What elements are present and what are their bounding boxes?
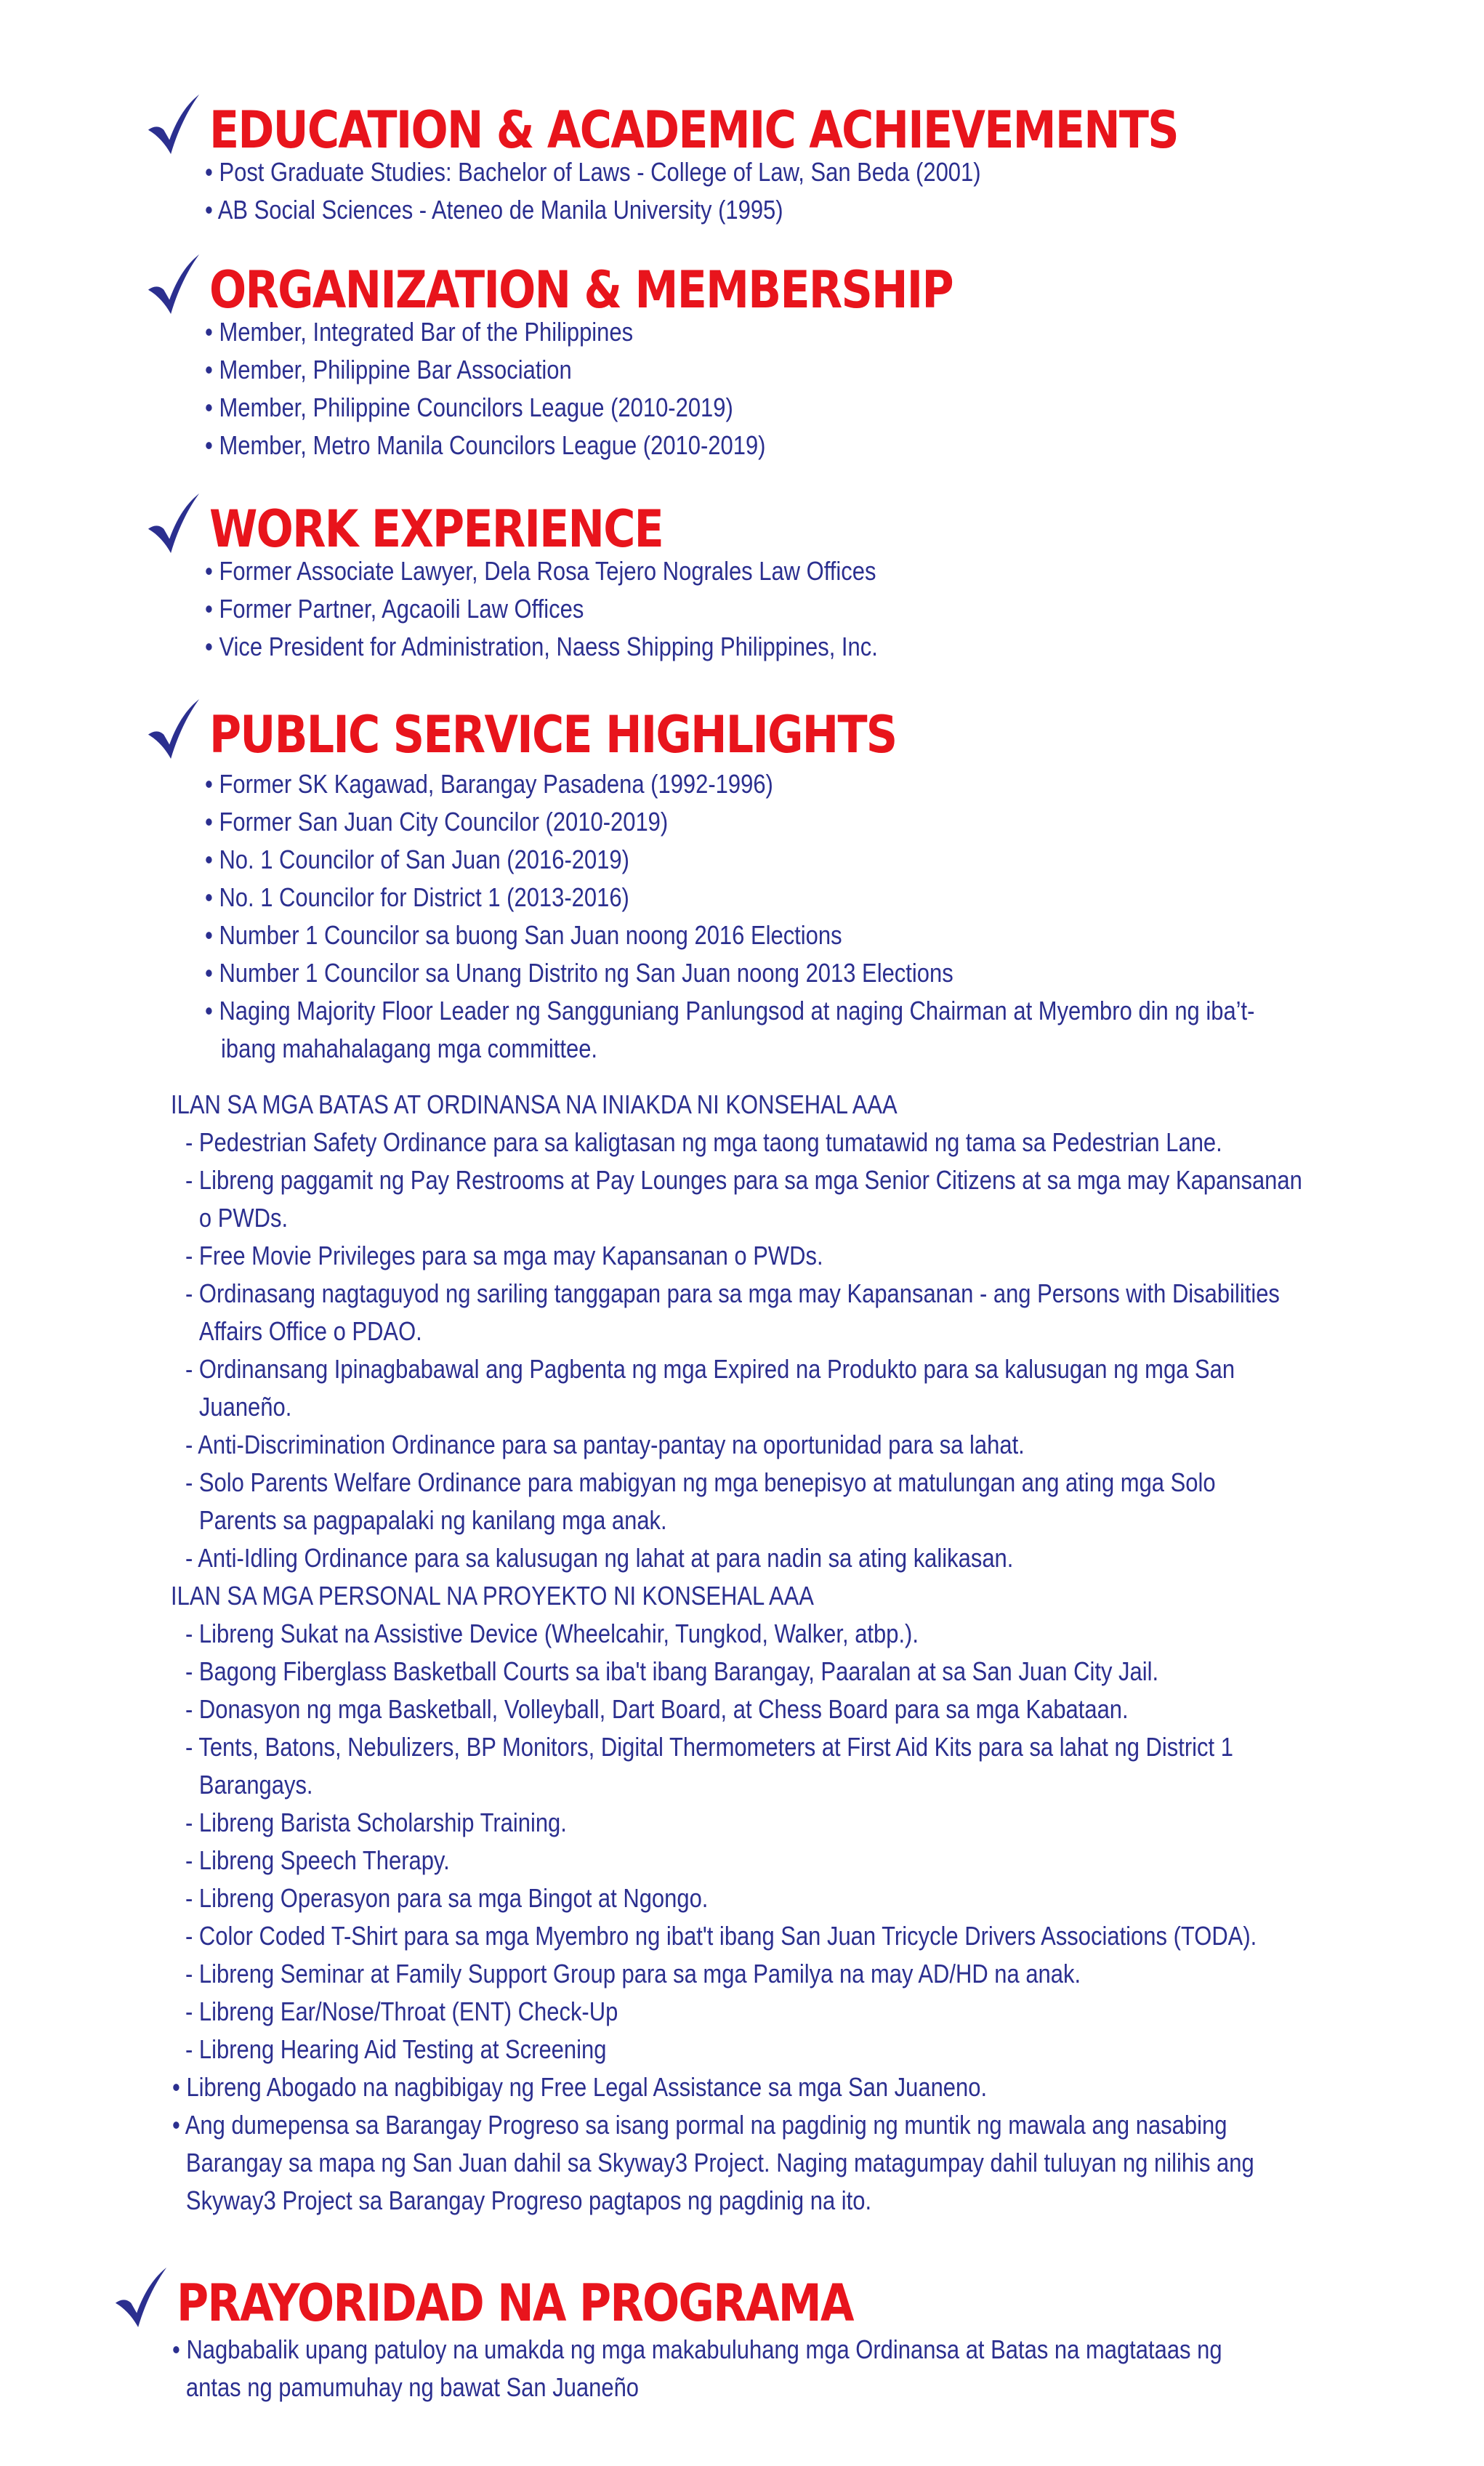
section-title: WORK EXPERIENCE	[209, 499, 664, 559]
checkmark-icon	[145, 93, 202, 156]
education-list	[205, 153, 1107, 229]
list-item: - Solo Parents Welfare Ordinance para mabigyan ng mga benepisyo at matulungan ang ating mga Solo	[185, 1467, 1216, 1497]
projects-heading: ILAN SA MGA PERSONAL NA PROYEKTO NI KONSEHAL AAA	[171, 1581, 814, 1611]
projects-list	[185, 1615, 1431, 2068]
list-item: • AB Social Sciences - Ateneo de Manila University (1995)	[205, 191, 981, 229]
list-item: Skyway3 Project sa Barangay Progreso pagtapos ng pagdinig na ito.	[185, 2185, 872, 2215]
ordinances-list	[185, 1124, 1484, 1577]
list-item: - Tents, Batons, Nebulizers, BP Monitors, Digital Thermometers at First Aid Kits para sa lahat ng District 1	[185, 1732, 1233, 1762]
list-item: - Libreng Ear/Nose/Throat (ENT) Check-Up	[185, 1996, 618, 2026]
work-list	[205, 552, 988, 666]
list-item: • Number 1 Councilor sa buong San Juan noong 2016 Elections	[205, 916, 1254, 954]
ordinances-heading: ILAN SA MGA BATAS AT ORDINANSA NA INIAKDA NI KONSEHAL AAA	[171, 1089, 898, 1119]
priority-list	[172, 2331, 1393, 2406]
list-item: - Anti-Discrimination Ordinance para sa pantay-pantay na oportunidad para sa lahat.	[185, 1430, 1025, 1459]
list-item: • Naging Majority Floor Leader ng Sangguniang Panlungsod at naging Chairman at Myembro din ng iba’t-	[205, 992, 1254, 1030]
list-item: - Free Movie Privileges para sa mga may Kapansanan o PWDs.	[185, 1241, 823, 1270]
list-item: - Ordinansang Ipinagbabawal ang Pagbenta ng mga Expired na Produkto para sa kalusugan ng mga San	[185, 1354, 1235, 1384]
list-item: • No. 1 Councilor of San Juan (2016-2019)	[205, 841, 1254, 879]
section-header-work	[145, 492, 737, 559]
list-item: - Ordinasang nagtaguyod ng sariling tanggapan para sa mga may Kapansanan - ang Persons with Disabilities	[185, 1278, 1280, 1308]
list-item: - Libreng Speech Therapy.	[185, 1845, 450, 1875]
list-item: Barangays.	[198, 1770, 313, 1800]
list-item: - Pedestrian Safety Ordinance para sa kaligtasan ng mga taong tumatawid ng tama sa Pedestrian Lane.	[185, 1127, 1222, 1157]
list-item: • Member, Metro Manila Councilors League (2010-2019)	[205, 427, 765, 464]
section-title: PRAYORIDAD NA PROGRAMA	[177, 2273, 853, 2333]
list-item: • Number 1 Councilor sa Unang Distrito ng San Juan noong 2013 Elections	[205, 954, 1254, 992]
section-header-public-service	[145, 698, 1008, 765]
section-header-organization	[145, 253, 1073, 320]
list-item: • Nagbabalik upang patuloy na umakda ng mga makabuluhang mga Ordinansa at Batas na magtataas ng	[172, 2334, 1222, 2364]
checkmark-icon	[145, 253, 202, 315]
list-item: • Former San Juan City Councilor (2010-2019)	[205, 803, 1254, 841]
list-item: - Anti-Idling Ordinance para sa kalusugan ng lahat at para nadin sa ating kalikasan.	[185, 1543, 1014, 1573]
list-item: • Member, Integrated Bar of the Philippines	[205, 313, 765, 351]
checkmark-icon	[145, 492, 202, 555]
list-item: - Libreng Sukat na Assistive Device (Wheelcahir, Tungkod, Walker, atbp.).	[185, 1619, 919, 1648]
list-item: - Libreng Hearing Aid Testing at Screening	[185, 2034, 607, 2064]
list-item: - Libreng paggamit ng Pay Restrooms at Pay Lounges para sa mga Senior Citizens at sa mga may Kapansanan	[185, 1165, 1302, 1195]
list-item: - Libreng Seminar at Family Support Group para sa mga Pamilya na may AD/HD na anak.	[185, 1959, 1081, 1988]
checkmark-icon	[145, 698, 202, 760]
list-item: • No. 1 Councilor for District 1 (2013-2016)	[205, 879, 1254, 916]
list-item: - Bagong Fiberglass Basketball Courts sa iba't ibang Barangay, Paaralan at sa San Juan City Jail.	[185, 1656, 1159, 1686]
list-item: - Libreng Operasyon para sa mga Bingot at Ngongo.	[185, 1883, 709, 1913]
list-item: Parents sa pagpapalaki ng kanilang mga anak.	[198, 1505, 667, 1535]
list-item: - Libreng Barista Scholarship Training.	[185, 1808, 567, 1837]
list-item-continuation: ibang mahahalagang mga committee.	[221, 1033, 598, 1063]
list-item: • Member, Philippine Bar Association	[205, 351, 765, 389]
list-item: Affairs Office o PDAO.	[198, 1316, 422, 1346]
list-item: - Donasyon ng mga Basketball, Volleyball, Dart Board, at Chess Board para sa mga Kabataan.	[185, 1694, 1129, 1724]
list-item: Juaneño.	[198, 1392, 292, 1422]
list-item: • Former Associate Lawyer, Dela Rosa Tejero Nograles Law Offices	[205, 552, 878, 590]
list-item: • Member, Philippine Councilors League (2010-2019)	[205, 389, 765, 427]
section-title: ORGANIZATION & MEMBERSHIP	[209, 260, 953, 320]
section-title: PUBLIC SERVICE HIGHLIGHTS	[209, 705, 897, 765]
additional-list	[172, 2068, 1430, 2220]
list-item: • Post Graduate Studies: Bachelor of Laws - College of Law, San Beda (2001)	[205, 153, 981, 191]
list-item: • Vice President for Administration, Naess Shipping Philippines, Inc.	[205, 628, 878, 666]
organization-list	[205, 313, 857, 464]
list-item: Barangay sa mapa ng San Juan dahil sa Skyway3 Project. Naging matagumpay dahil tuluyan ng nilihis ang	[185, 2148, 1254, 2177]
list-item: - Color Coded T-Shirt para sa mga Myembro ng ibat't ibang San Juan Tricycle Drivers Associations (TODA).	[185, 1921, 1257, 1951]
list-item: • Ang dumepensa sa Barangay Progreso sa isang pormal na pagdinig ng muntik ng mawala ang nasabing	[172, 2110, 1227, 2140]
list-item: o PWDs.	[198, 1203, 289, 1233]
section-header-education	[145, 93, 1336, 160]
section-title: EDUCATION & ACADEMIC ACHIEVEMENTS	[209, 100, 1178, 160]
checkmark-icon	[113, 2266, 169, 2329]
list-item: • Libreng Abogado na nagbibigay ng Free Legal Assistance sa mga San Juaneno.	[172, 2072, 988, 2102]
section-header-priority	[113, 2266, 963, 2333]
public-service-list	[205, 765, 1426, 1030]
list-item: antas ng pamumuhay ng bawat San Juaneño	[185, 2372, 640, 2402]
list-item: • Former SK Kagawad, Barangay Pasadena (1992-1996)	[205, 765, 1254, 803]
list-item: • Former Partner, Agcaoili Law Offices	[205, 590, 878, 628]
